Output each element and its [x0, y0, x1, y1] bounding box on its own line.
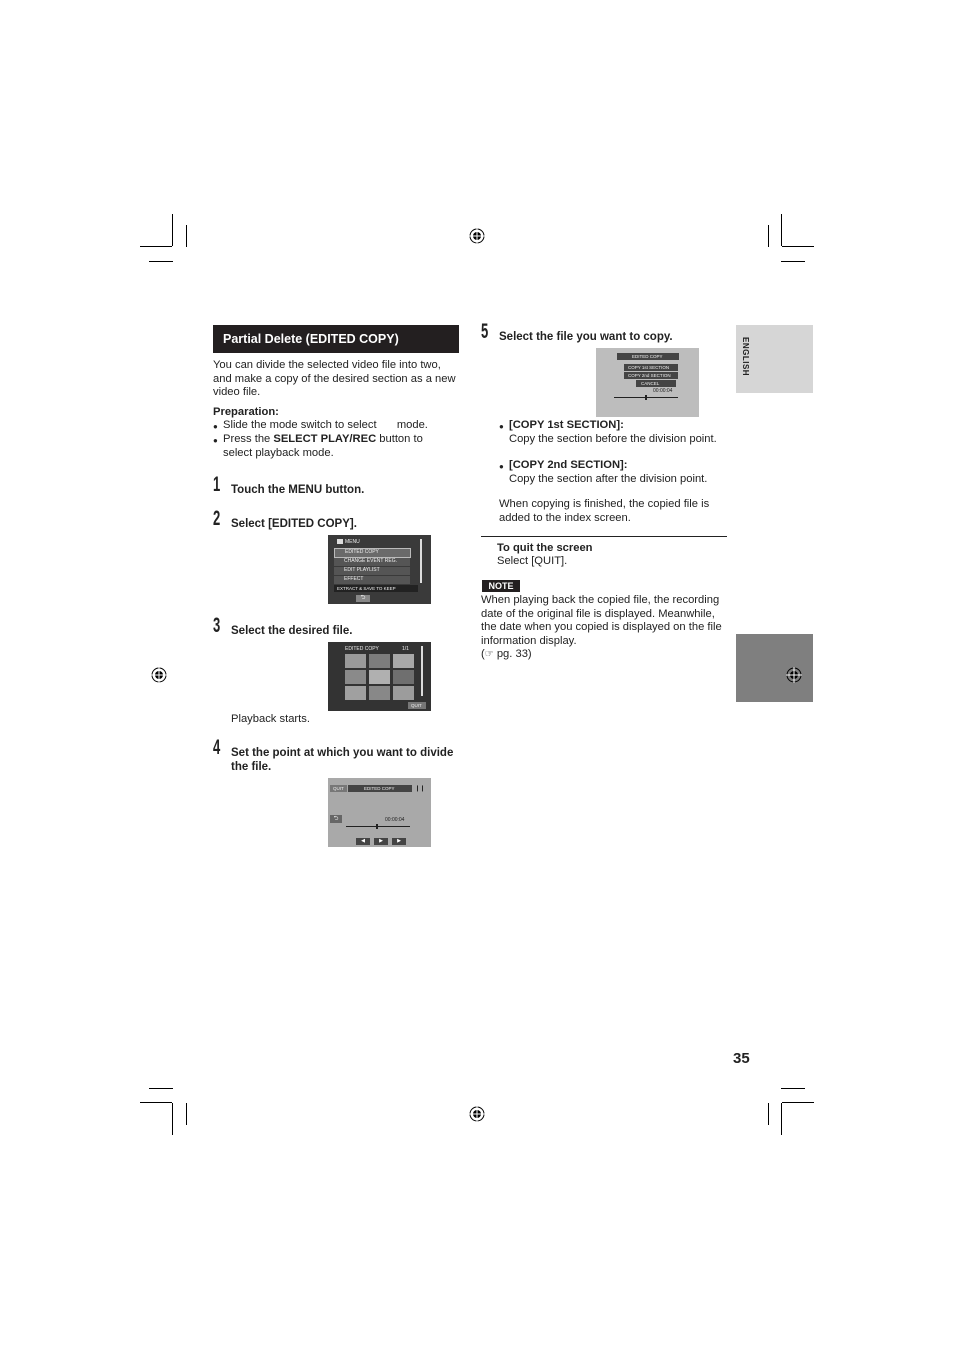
crop-mark	[768, 1103, 769, 1125]
registration-mark-icon	[469, 228, 485, 244]
note-body: When playing back the copied file, the recording date of the original file is displayed. Meanwhile, the date when you copied is displayed on the file information display.	[481, 594, 722, 647]
menu-screen	[328, 535, 431, 604]
crop-mark	[172, 214, 173, 246]
preparation-heading: Preparation:	[213, 406, 279, 418]
reference-icon: ☞	[484, 649, 494, 661]
crop-mark	[768, 225, 769, 247]
step-number: 3	[213, 614, 221, 637]
step-text: Set the point at which you want to divide the file.	[231, 747, 454, 773]
play-button[interactable]: ▶	[374, 838, 388, 845]
option-item	[509, 459, 729, 486]
step-text: Select the desired file.	[231, 625, 353, 637]
back-button[interactable]: ⮌	[356, 595, 370, 602]
preparation-item-text-end: mode.	[396, 419, 428, 431]
crop-mark	[781, 214, 782, 246]
copy-section-screen	[596, 348, 699, 417]
menu-item[interactable]: EDIT PLAYLIST	[334, 567, 410, 575]
thumbnail[interactable]	[345, 654, 366, 668]
language-label: ENGLISH	[741, 337, 750, 377]
progress-handle[interactable]	[645, 395, 647, 400]
preparation-item	[223, 419, 463, 433]
page-reference: pg. 33)	[496, 648, 532, 661]
thumbnail[interactable]	[345, 686, 366, 700]
back-button[interactable]: ⮌	[330, 815, 342, 823]
file-index-screen	[328, 642, 431, 711]
registration-mark-icon	[786, 667, 802, 683]
menu-item[interactable]: EFFECT	[334, 576, 410, 584]
step-number: 5	[481, 320, 489, 343]
screen-title: EDITED COPY	[345, 646, 379, 652]
copy-2nd-option[interactable]: COPY 2nd SECTION	[624, 372, 678, 379]
thumbnail[interactable]	[369, 654, 390, 668]
screen-title: EDITED COPY	[617, 353, 679, 360]
completion-text: When copying is finished, the copied file is added to the index screen.	[499, 498, 710, 524]
crop-mark	[782, 1102, 814, 1103]
language-tab	[736, 325, 813, 393]
timecode: 00:00:04	[385, 817, 405, 823]
page-number: 35	[733, 1050, 750, 1067]
registration-mark-icon	[469, 1106, 485, 1122]
quit-button[interactable]: QUIT	[408, 702, 426, 709]
preparation-item-text: button to select playback mode.	[223, 433, 423, 459]
step-text: Select the file you want to copy.	[499, 331, 673, 343]
camera-icon	[337, 539, 343, 544]
copy-1st-option[interactable]: COPY 1st SECTION	[624, 364, 678, 371]
progress-handle[interactable]	[376, 824, 378, 829]
preparation-item	[223, 433, 451, 460]
note-text: When playing back the copied file, the recording date of the original file is displayed. Meanwhile, the date when you copied is displayed on the file information display. (☞ pg. 33)	[481, 594, 722, 661]
step-number: 4	[213, 736, 221, 759]
preparation-item-text: Press the	[223, 433, 274, 445]
progress-track[interactable]	[346, 826, 410, 827]
crop-mark	[149, 1088, 173, 1089]
crop-mark	[172, 1103, 173, 1135]
thumbnail[interactable]	[345, 670, 366, 684]
cancel-option[interactable]: CANCEL	[636, 380, 676, 387]
crop-mark	[781, 1103, 782, 1135]
divider	[481, 536, 727, 537]
step-number: 2	[213, 507, 221, 530]
registration-mark-icon	[151, 667, 167, 683]
screen-title: EDITED COPY	[348, 785, 412, 792]
thumbnail[interactable]	[393, 670, 414, 684]
thumbnail[interactable]	[369, 670, 390, 684]
section-title: Partial Delete (EDITED COPY)	[213, 325, 459, 353]
option-description: Copy the section after the division point.	[509, 472, 708, 485]
quit-text: Select [QUIT].	[497, 555, 568, 567]
prev-frame-button[interactable]: ◀	[356, 838, 370, 845]
step-number: 1	[213, 473, 221, 496]
option-item	[509, 419, 729, 446]
option-label: [COPY 2nd SECTION]:	[509, 459, 628, 471]
note-badge: NOTE	[482, 580, 520, 592]
pause-icon: ❙❙	[415, 786, 426, 792]
scroll-bar[interactable]	[421, 646, 423, 696]
scroll-bar[interactable]	[420, 539, 422, 583]
quit-button[interactable]: QUIT	[330, 785, 347, 792]
preparation-item-text: Slide the mode switch to select	[223, 419, 377, 431]
crop-mark	[186, 1103, 187, 1125]
option-description: Copy the section before the division point.	[509, 432, 717, 445]
step-text: Touch the MENU button.	[231, 484, 365, 496]
section-tab	[736, 634, 813, 702]
crop-mark	[782, 246, 814, 247]
crop-mark	[781, 261, 805, 262]
crop-mark	[781, 1088, 805, 1089]
next-frame-button[interactable]: ▶	[392, 838, 406, 845]
option-label: [COPY 1st SECTION]:	[509, 419, 624, 431]
timecode: 00:00:04	[653, 388, 673, 394]
menu-item[interactable]: EDITED COPY	[334, 548, 411, 558]
step-note: Playback starts.	[231, 713, 310, 725]
thumbnail[interactable]	[369, 686, 390, 700]
menu-item[interactable]: CHANGE EVENT REG.	[334, 558, 410, 566]
step-text: Select [EDITED COPY].	[231, 518, 357, 530]
thumbnail[interactable]	[393, 686, 414, 700]
quit-heading: To quit the screen	[497, 542, 593, 554]
crop-mark	[140, 246, 172, 247]
intro-text: You can divide the selected video file into two, and make a copy of the desired section as a new video file.	[213, 359, 456, 399]
crop-mark	[186, 225, 187, 247]
select-play-rec-label: SELECT PLAY/REC	[273, 433, 377, 445]
divide-screen	[328, 778, 431, 847]
thumbnail[interactable]	[393, 654, 414, 668]
page-indicator: 1/1	[402, 646, 409, 652]
menu-footer: EXTRACT & SAVE TO KEEP	[334, 585, 418, 592]
menu-title: MENU	[345, 539, 360, 545]
crop-mark	[140, 1102, 172, 1103]
crop-mark	[149, 261, 173, 262]
